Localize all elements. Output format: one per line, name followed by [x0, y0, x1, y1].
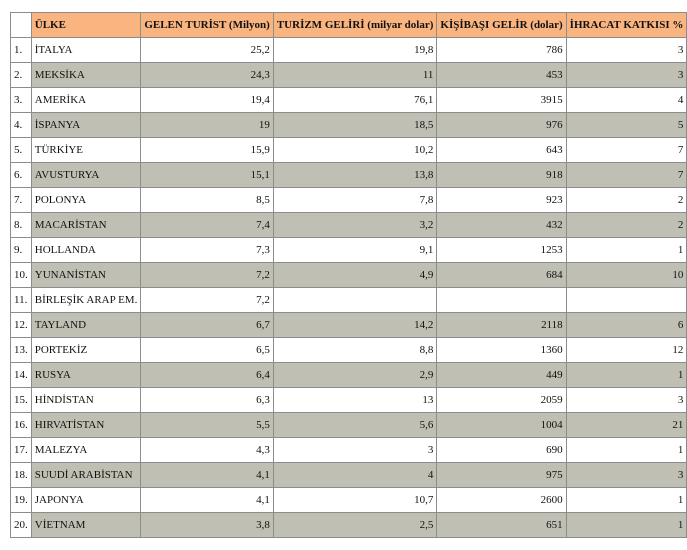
export-share-cell[interactable]: 3	[566, 388, 687, 413]
tourists-cell[interactable]: 5,5	[141, 413, 274, 438]
row-index: 6.	[11, 163, 32, 188]
row-index: 1.	[11, 38, 32, 63]
revenue-cell[interactable]: 14,2	[273, 313, 437, 338]
table-row	[11, 488, 687, 513]
tourists-cell[interactable]: 24,3	[141, 63, 274, 88]
country-cell[interactable]: TÜRKİYE	[31, 138, 141, 163]
country-cell[interactable]: RUSYA	[31, 363, 141, 388]
country-cell[interactable]: BİRLEŞİK ARAP EM.	[31, 288, 141, 313]
tourists-cell[interactable]: 4,1	[141, 463, 274, 488]
country-cell[interactable]: AMERİKA	[31, 88, 141, 113]
tourists-cell[interactable]: 7,2	[141, 263, 274, 288]
revenue-cell[interactable]: 13	[273, 388, 437, 413]
revenue-cell[interactable]	[273, 288, 437, 313]
export-share-cell[interactable]: 5	[566, 113, 687, 138]
tourism-statistics-table	[10, 12, 687, 538]
revenue-cell[interactable]: 7,8	[273, 188, 437, 213]
per-capita-cell[interactable]: 786	[437, 38, 566, 63]
per-capita-cell[interactable]: 690	[437, 438, 566, 463]
row-index: 11.	[11, 288, 32, 313]
revenue-cell[interactable]: 10,7	[273, 488, 437, 513]
row-index: 17.	[11, 438, 32, 463]
country-cell[interactable]: JAPONYA	[31, 488, 141, 513]
row-index: 4.	[11, 113, 32, 138]
table-row	[11, 438, 687, 463]
tourists-cell[interactable]: 6,4	[141, 363, 274, 388]
table-row	[11, 138, 687, 163]
per-capita-cell[interactable]: 2600	[437, 488, 566, 513]
export-share-cell[interactable]: 2	[566, 213, 687, 238]
column-header-tourists[interactable]: GELEN TURİST (Milyon)	[141, 13, 274, 38]
per-capita-cell[interactable]: 923	[437, 188, 566, 213]
per-capita-cell[interactable]: 1004	[437, 413, 566, 438]
table-row	[11, 513, 687, 538]
tourists-cell[interactable]: 7,4	[141, 213, 274, 238]
revenue-cell[interactable]: 11	[273, 63, 437, 88]
tourists-cell[interactable]: 15,9	[141, 138, 274, 163]
per-capita-cell[interactable]: 1360	[437, 338, 566, 363]
export-share-cell[interactable]: 7	[566, 163, 687, 188]
export-share-cell[interactable]: 1	[566, 438, 687, 463]
export-share-cell[interactable]: 2	[566, 188, 687, 213]
revenue-cell[interactable]: 10,2	[273, 138, 437, 163]
row-index: 3.	[11, 88, 32, 113]
row-index: 16.	[11, 413, 32, 438]
table-row	[11, 238, 687, 263]
table-row	[11, 63, 687, 88]
table-row	[11, 163, 687, 188]
tourists-cell[interactable]: 4,1	[141, 488, 274, 513]
country-cell[interactable]: HIRVATİSTAN	[31, 413, 141, 438]
tourists-cell[interactable]: 3,8	[141, 513, 274, 538]
revenue-cell[interactable]: 4,9	[273, 263, 437, 288]
tourists-cell[interactable]: 15,1	[141, 163, 274, 188]
column-header-country[interactable]: ÜLKE	[31, 13, 141, 38]
row-index: 5.	[11, 138, 32, 163]
per-capita-cell[interactable]: 684	[437, 263, 566, 288]
revenue-cell[interactable]: 2,5	[273, 513, 437, 538]
country-cell[interactable]: POLONYA	[31, 188, 141, 213]
export-share-cell[interactable]	[566, 288, 687, 313]
column-header-per-capita[interactable]: KİŞİBAŞI GELİR (dolar)	[437, 13, 566, 38]
table-row	[11, 113, 687, 138]
country-cell[interactable]: İTALYA	[31, 38, 141, 63]
revenue-cell[interactable]: 3	[273, 438, 437, 463]
country-cell[interactable]: İSPANYA	[31, 113, 141, 138]
export-share-cell[interactable]: 3	[566, 463, 687, 488]
export-share-cell[interactable]: 10	[566, 263, 687, 288]
table-row	[11, 38, 687, 63]
revenue-cell[interactable]: 2,9	[273, 363, 437, 388]
per-capita-cell[interactable]: 1253	[437, 238, 566, 263]
row-index: 7.	[11, 188, 32, 213]
revenue-cell[interactable]: 5,6	[273, 413, 437, 438]
revenue-cell[interactable]: 19,8	[273, 38, 437, 63]
row-index: 9.	[11, 238, 32, 263]
revenue-cell[interactable]: 9,1	[273, 238, 437, 263]
export-share-cell[interactable]: 7	[566, 138, 687, 163]
tourists-cell[interactable]: 19,4	[141, 88, 274, 113]
revenue-cell[interactable]: 76,1	[273, 88, 437, 113]
per-capita-cell[interactable]: 918	[437, 163, 566, 188]
export-share-cell[interactable]: 3	[566, 38, 687, 63]
table-row	[11, 188, 687, 213]
tourists-cell[interactable]: 6,5	[141, 338, 274, 363]
table-row	[11, 338, 687, 363]
country-cell[interactable]: HİNDİSTAN	[31, 388, 141, 413]
export-share-cell[interactable]: 21	[566, 413, 687, 438]
tourists-cell[interactable]: 4,3	[141, 438, 274, 463]
per-capita-cell[interactable]: 976	[437, 113, 566, 138]
tourists-cell[interactable]: 7,2	[141, 288, 274, 313]
row-index-header[interactable]	[11, 13, 32, 38]
table-row	[11, 463, 687, 488]
per-capita-cell[interactable]	[437, 288, 566, 313]
row-index: 19.	[11, 488, 32, 513]
revenue-cell[interactable]: 18,5	[273, 113, 437, 138]
row-index: 8.	[11, 213, 32, 238]
table-row	[11, 88, 687, 113]
row-index: 13.	[11, 338, 32, 363]
per-capita-cell[interactable]: 3915	[437, 88, 566, 113]
per-capita-cell[interactable]: 2118	[437, 313, 566, 338]
per-capita-cell[interactable]: 432	[437, 213, 566, 238]
row-index: 12.	[11, 313, 32, 338]
row-index: 18.	[11, 463, 32, 488]
country-cell[interactable]: HOLLANDA	[31, 238, 141, 263]
country-cell[interactable]: VİETNAM	[31, 513, 141, 538]
row-index: 15.	[11, 388, 32, 413]
per-capita-cell[interactable]: 975	[437, 463, 566, 488]
table-row	[11, 263, 687, 288]
tourists-cell[interactable]: 6,7	[141, 313, 274, 338]
row-index: 20.	[11, 513, 32, 538]
country-cell[interactable]: MALEZYA	[31, 438, 141, 463]
country-cell[interactable]: YUNANİSTAN	[31, 263, 141, 288]
revenue-cell[interactable]: 4	[273, 463, 437, 488]
table-row	[11, 313, 687, 338]
export-share-cell[interactable]: 1	[566, 488, 687, 513]
revenue-cell[interactable]: 13,8	[273, 163, 437, 188]
column-header-tourism-revenue[interactable]: TURİZM GELİRİ (milyar dolar)	[273, 13, 437, 38]
country-cell[interactable]: SUUDİ ARABİSTAN	[31, 463, 141, 488]
per-capita-cell[interactable]: 651	[437, 513, 566, 538]
export-share-cell[interactable]: 1	[566, 238, 687, 263]
row-index: 10.	[11, 263, 32, 288]
column-header-export-share[interactable]: İHRACAT KATKISI %	[566, 13, 687, 38]
tourists-cell[interactable]: 25,2	[141, 38, 274, 63]
table-row	[11, 213, 687, 238]
country-cell[interactable]: AVUSTURYA	[31, 163, 141, 188]
country-cell[interactable]: PORTEKİZ	[31, 338, 141, 363]
export-share-cell[interactable]: 1	[566, 363, 687, 388]
row-index: 2.	[11, 63, 32, 88]
export-share-cell[interactable]: 4	[566, 88, 687, 113]
header-row	[11, 13, 687, 38]
revenue-cell[interactable]: 8,8	[273, 338, 437, 363]
export-share-cell[interactable]: 3	[566, 63, 687, 88]
country-cell[interactable]: MACARİSTAN	[31, 213, 141, 238]
table-row	[11, 413, 687, 438]
table-row	[11, 388, 687, 413]
export-share-cell[interactable]: 12	[566, 338, 687, 363]
country-cell[interactable]: TAYLAND	[31, 313, 141, 338]
tourists-cell[interactable]: 8,5	[141, 188, 274, 213]
per-capita-cell[interactable]: 449	[437, 363, 566, 388]
revenue-cell[interactable]: 3,2	[273, 213, 437, 238]
per-capita-cell[interactable]: 2059	[437, 388, 566, 413]
per-capita-cell[interactable]: 453	[437, 63, 566, 88]
country-cell[interactable]: MEKSİKA	[31, 63, 141, 88]
export-share-cell[interactable]: 6	[566, 313, 687, 338]
tourists-cell[interactable]: 7,3	[141, 238, 274, 263]
row-index: 14.	[11, 363, 32, 388]
tourists-cell[interactable]: 6,3	[141, 388, 274, 413]
per-capita-cell[interactable]: 643	[437, 138, 566, 163]
export-share-cell[interactable]: 1	[566, 513, 687, 538]
tourists-cell[interactable]: 19	[141, 113, 274, 138]
table-row	[11, 363, 687, 388]
table-row	[11, 288, 687, 313]
